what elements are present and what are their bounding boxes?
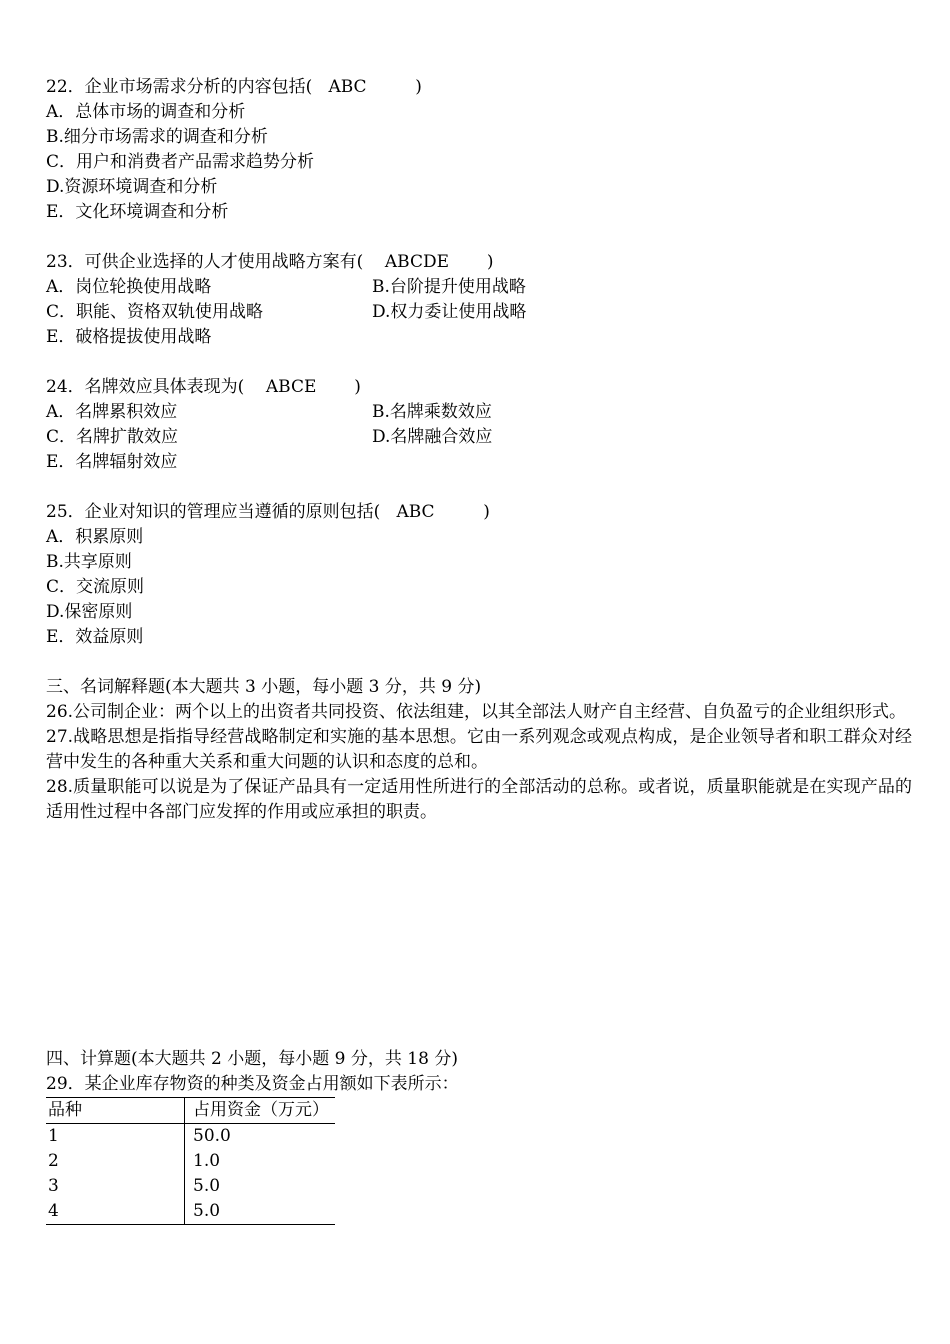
- cell-capital: 50.0: [193, 1126, 231, 1146]
- table-row: [46, 1149, 335, 1174]
- cell-variety: 1: [46, 1124, 185, 1150]
- q23-option-d: D.权力委让使用战略: [372, 302, 527, 322]
- q29-stem: 29．某企业库存物资的种类及资金占用额如下表所示：: [46, 1074, 459, 1094]
- cell-variety: 3: [46, 1174, 185, 1199]
- q23-option-e: E．破格提拔使用战略: [46, 327, 212, 347]
- document-page: [46, 75, 912, 1225]
- cell-capital: 5.0: [193, 1176, 221, 1196]
- q22-stem: 22．企业市场需求分析的内容包括( ABC ): [46, 77, 422, 97]
- q22-option-d: D.资源环境调查和分析: [46, 177, 218, 197]
- q24-stem: 24．名牌效应具体表现为( ABCE ): [46, 377, 361, 397]
- q23-options-row-1: [46, 275, 912, 300]
- q25-option-c: C．交流原则: [46, 577, 145, 597]
- blank-space: [46, 825, 912, 1047]
- inventory-table: [46, 1097, 335, 1225]
- q24-options-row-1: [46, 400, 912, 425]
- q25-stem: 25．企业对知识的管理应当遵循的原则包括( ABC ): [46, 502, 490, 522]
- q23-option-b: B.台阶提升使用战略: [372, 277, 526, 297]
- answer-28: 28.质量职能可以说是为了保证产品具有一定适用性所进行的全部活动的总称。或者说，质量职能就是在实现产品的适用性过程中各部门应发挥的作用或应承担的职责。: [46, 777, 912, 822]
- cell-capital: 1.0: [193, 1151, 221, 1171]
- q23-stem: 23．可供企业选择的人才使用战略方案有( ABCDE ): [46, 252, 494, 272]
- q23-option-a: A．岗位轮换使用战略: [46, 277, 212, 297]
- q24-option-e: E．名牌辐射效应: [46, 452, 178, 472]
- answer-26: 26.公司制企业：两个以上的出资者共同投资、依法组建，以其全部法人财产自主经营、自负盈亏的企业组织形式。: [46, 702, 907, 722]
- table-row: [46, 1124, 335, 1150]
- header-capital: 占用资金（万元）: [185, 1098, 336, 1124]
- table-header-row: [46, 1098, 335, 1124]
- section-3-title: 三、名词解释题(本大题共 3 小题，每小题 3 分，共 9 分): [46, 677, 482, 697]
- spacer: [46, 650, 912, 675]
- spacer: [46, 225, 912, 250]
- q25-option-a: A．积累原则: [46, 527, 144, 547]
- q24-option-c: C．名牌扩散效应: [46, 427, 179, 447]
- q22-option-a: A．总体市场的调查和分析: [46, 102, 246, 122]
- spacer: [46, 475, 912, 500]
- q25-option-e: E．效益原则: [46, 627, 144, 647]
- q24-option-b: B.名牌乘数效应: [372, 402, 492, 422]
- q23-option-c: C．职能、资格双轨使用战略: [46, 302, 264, 322]
- q22-option-c: C．用户和消费者产品需求趋势分析: [46, 152, 315, 172]
- q24-option-d: D.名牌融合效应: [372, 427, 493, 447]
- cell-variety: 4: [46, 1199, 185, 1225]
- q22-option-b: B.细分市场需求的调查和分析: [46, 127, 268, 147]
- q24-option-a: A．名牌累积效应: [46, 402, 178, 422]
- q25-option-d: D.保密原则: [46, 602, 133, 622]
- q24-options-row-2: [46, 425, 912, 450]
- q25-option-b: B.共享原则: [46, 552, 132, 572]
- q23-options-row-2: [46, 300, 912, 325]
- header-variety: 品种: [46, 1098, 185, 1124]
- table-row: [46, 1174, 335, 1199]
- answer-27: 27.战略思想是指指导经营战略制定和实施的基本思想。它由一系列观念或观点构成，是企业领导者和职工群众对经营中发生的各种重大关系和重大问题的认识和态度的总和。: [46, 727, 912, 772]
- table-row: [46, 1199, 335, 1225]
- q22-option-e: E．文化环境调查和分析: [46, 202, 229, 222]
- section-4-title: 四、计算题(本大题共 2 小题，每小题 9 分，共 18 分): [46, 1049, 458, 1069]
- spacer: [46, 350, 912, 375]
- cell-variety: 2: [46, 1149, 185, 1174]
- cell-capital: 5.0: [185, 1199, 336, 1225]
